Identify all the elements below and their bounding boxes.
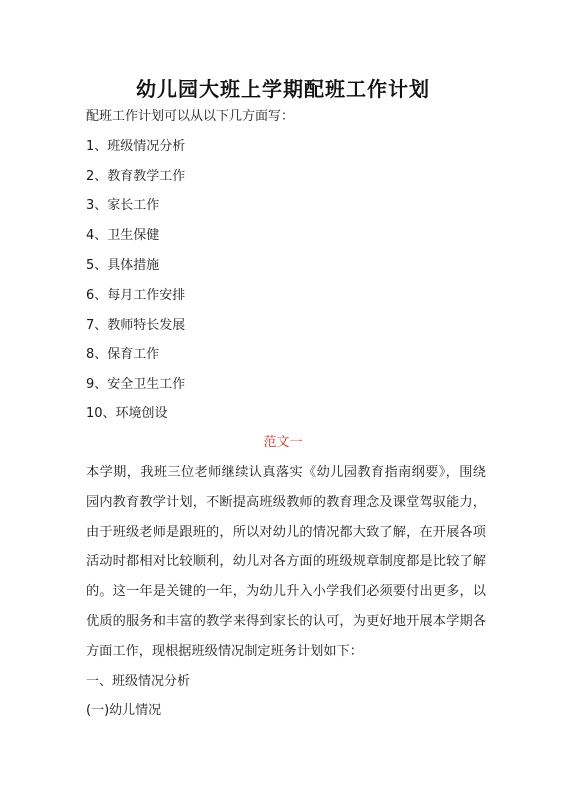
page-title: 幼儿园大班上学期配班工作计划 (136, 77, 430, 101)
paragraph-line: 优质的服务和丰富的教学来得到家长的认可，为更好地开展本学期各 (86, 614, 486, 629)
outline-item: 6、每月工作安排 (86, 288, 186, 303)
section-heading: 一、班级情况分析 (86, 674, 191, 689)
outline-item: 2、教育教学工作 (86, 169, 186, 184)
paragraph-line: 方面工作，现根据班级情况制定班务计划如下： (86, 644, 363, 659)
paragraph-line: 由于班级老师是跟班的，所以对幼儿的情况都大致了解，在开展各项 (86, 525, 486, 540)
paragraph-line: 的。这一年是关键的一年，为幼儿升入小学我们必须要付出更多，以 (86, 584, 486, 599)
paragraph-line: 本学期，我班三位老师继续认真落实《幼儿园教育指南纲要》，围绕 (86, 465, 486, 480)
outline-item: 4、卫生保健 (86, 228, 160, 243)
paragraph-line: 活动时都相对比较顺利，幼儿对各方面的班级规章制度都是比较了解 (86, 554, 486, 569)
outline-item: 8、保育工作 (86, 347, 160, 362)
intro-text: 配班工作计划可以从以下几方面写： (86, 109, 295, 124)
outline-item: 10、环境创设 (86, 406, 168, 421)
outline-item: 7、教师特长发展 (86, 318, 186, 333)
subsection-heading: (一)幼儿情况 (86, 703, 162, 718)
outline-item: 9、安全卫生工作 (86, 377, 186, 392)
paragraph-line: 园内教育教学计划，不断提高班级教师的教育理念及课堂驾驭能力， (86, 495, 486, 510)
outline-item: 5、具体措施 (86, 258, 160, 273)
outline-item: 3、家长工作 (86, 198, 160, 213)
outline-item: 1、班级情况分析 (86, 139, 186, 154)
sample-heading: 范文一 (263, 435, 303, 450)
